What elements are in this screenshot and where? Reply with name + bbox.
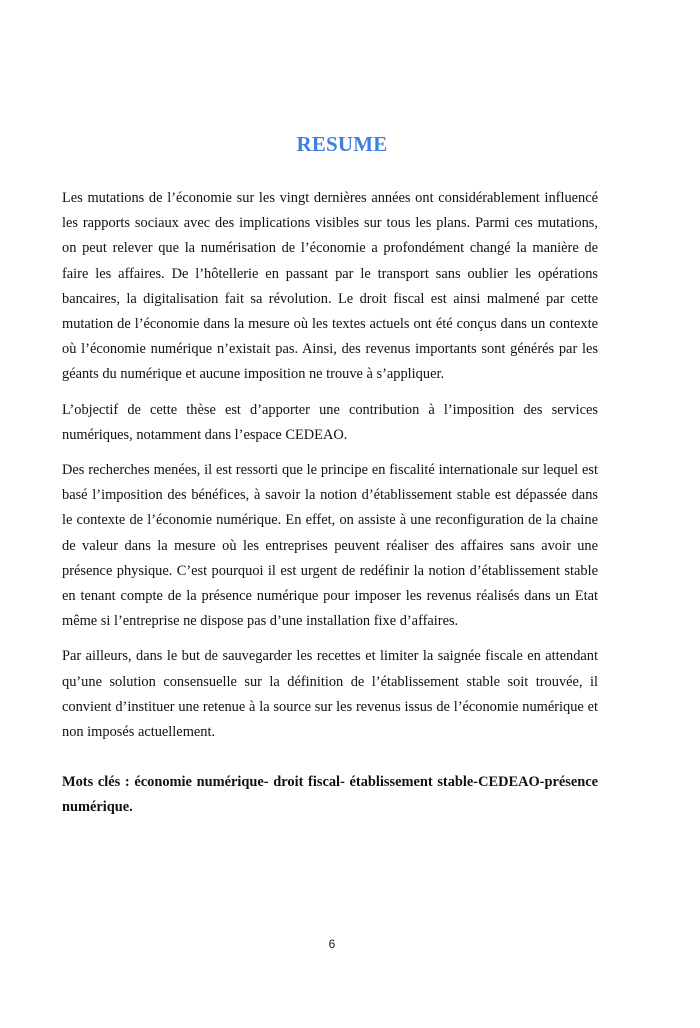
page-number: 6 — [328, 937, 336, 951]
paragraph: Des recherches menées, il est ressorti que le principe en fiscalité internationale sur lequel est basé l’imposition des bénéfices, à savoir la notion d’établissement stable est dépassée dans le contexte de l’économie numérique. En effet, on assiste à une reconfiguration de la chaine de valeur dans la mesure où les entreprises peuvent réaliser des affaires sans avoir une présence physique. C’est pourquoi il est urgent de redéfinir la notion d’établissement stable en tenant compte de la présence numérique pour imposer les revenus réalisés dans un Etat même si l’entreprise ne dispose pas d’une installation fixe d’affaires. — [62, 462, 598, 630]
abstract-body — [62, 186, 598, 755]
paragraph: L’objectif de cette thèse est d’apporter une contribution à l’imposition des services numériques, notamment dans l’espace CEDEAO. — [62, 401, 598, 443]
page-title: RESUME — [296, 132, 388, 156]
paragraph: Les mutations de l’économie sur les vingt dernières années ont considérablement influencé les rapports sociaux avec des implications visibles sur tous les plans. Parmi ces mutations, on peut relever que la numérisation de l’économie a profondément changé la manière de faire les affaires. De l’hôtellerie en passant par le transport sans oublier les opérations bancaires, la digitalisation fait sa révolution. Le droit fiscal est ainsi malmené par cette mutation de l’économie dans la mesure où les textes actuels ont été conçus dans un contexte où l’économie numérique n’existait pas. Ainsi, des revenus importants sont générés par les géants du numérique et aucune imposition ne trouve à s’appliquer. — [62, 190, 598, 383]
paragraph: Par ailleurs, dans le but de sauvegarder les recettes et limiter la saignée fiscale en attendant qu’une solution consensuelle sur la définition de l’établissement stable soit trouvée, il convient d’instituer une retenue à la source sur les revenus issus de l’économie numérique et non imposés actuellement. — [62, 648, 598, 741]
keywords-line: Mots clés : économie numérique- droit fiscal- établissement stable-CEDEAO-présence numérique. — [62, 774, 598, 816]
